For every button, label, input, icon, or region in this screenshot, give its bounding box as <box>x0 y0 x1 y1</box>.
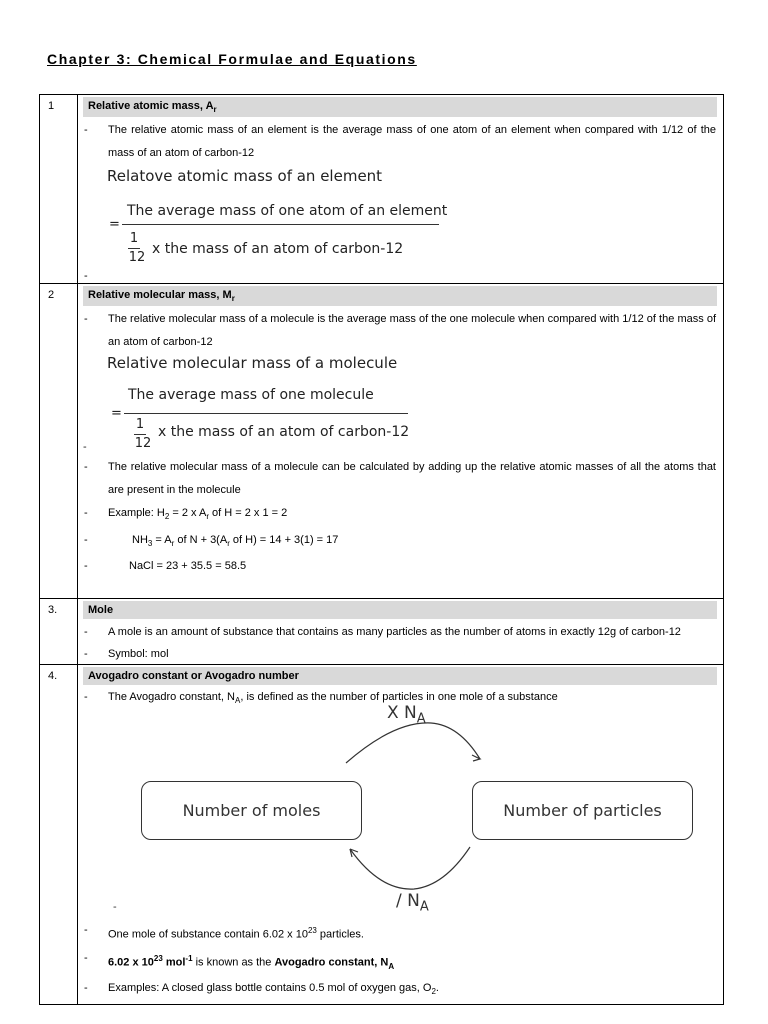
particles-box: Number of particles <box>472 781 693 840</box>
page-title: Chapter 3: Chemical Formulae and Equations <box>47 51 417 67</box>
bullet: - The relative atomic mass of an element is the average mass of one atom of an element when compared with 1/12 of the mass of an atom of carbon-12 <box>84 124 716 160</box>
small-fraction-bar <box>134 434 146 435</box>
section-heading: Relative molecular mass, $M_r$ <box>83 286 717 306</box>
spacer <box>84 578 716 598</box>
fraction-denominator: 12 <box>128 250 146 266</box>
equals-sign: = <box>111 406 122 422</box>
bullet: - 6.02 x $10^{23}$ mol$^{-1}$ is known as the Avogadro constant, $N_A$ <box>84 951 395 971</box>
section-content <box>78 95 724 284</box>
section-2-row <box>40 284 724 599</box>
formula-denominator: x the mass of an atom of carbon-12 <box>152 241 404 258</box>
bullet: - One mole of substance contain 6.02 x $10^{23}$ particles. <box>84 923 364 941</box>
section-1-row <box>40 95 724 284</box>
example-h2: - Example: $H_2 = 2$ x $A_r$ of H = 2 x 1 = 2 <box>84 507 288 522</box>
section-4-row <box>40 664 724 1004</box>
fraction-numerator: 1 <box>129 231 139 247</box>
multiply-label: X $N_A$ <box>387 702 426 727</box>
formula-numerator: The average mass of one atom of an element <box>127 203 448 220</box>
mole-conversion-diagram <box>84 702 716 919</box>
section-heading: Mole <box>83 601 717 619</box>
fraction-bar <box>124 413 408 414</box>
section-heading: Relative atomic mass, $A_r$ <box>83 97 717 117</box>
fraction-bar <box>122 224 439 225</box>
formula-label: Relative molecular mass of a molecule <box>107 354 398 373</box>
formula-label: Relatove atomic mass of an element <box>107 167 383 186</box>
small-fraction-bar <box>128 248 140 249</box>
relative-molecular-mass-formula <box>84 354 716 456</box>
section-heading: Avogadro constant or Avogadro number <box>83 667 717 685</box>
moles-box: Number of moles <box>141 781 362 840</box>
bullet: - Symbol: mol <box>84 647 169 660</box>
section-content <box>78 598 724 664</box>
section-number: 1 <box>40 95 78 284</box>
section-3-row <box>40 598 724 664</box>
formula-numerator: The average mass of one molecule <box>128 387 374 404</box>
empty-bullet: - <box>84 270 88 283</box>
fraction-denominator: 12 <box>134 436 152 452</box>
relative-atomic-mass-formula <box>84 165 716 269</box>
bullet: - The relative molecular mass of a molecule is the average mass of the one molecule when compared with 1/12 of the mass of an atom of carbon-12 <box>84 313 716 349</box>
bullet: - The relative molecular mass of a molecule can be calculated by adding up the relative atomic masses of all the atoms that are present in the molecule <box>84 461 716 497</box>
section-number: 4. <box>40 664 78 1004</box>
bullet: - A mole is an amount of substance that contains as many particles as the number of atoms in exactly 12g of carbon-12 <box>84 625 681 638</box>
section-content <box>78 664 724 1004</box>
equals-sign: = <box>109 217 120 233</box>
section-content <box>78 284 724 599</box>
empty-bullet: - <box>113 900 117 913</box>
fraction-numerator: 1 <box>135 417 145 433</box>
section-number: 2 <box>40 284 78 599</box>
formula-denominator: x the mass of an atom of carbon-12 <box>158 424 410 441</box>
bullet: - The Avogadro constant, $N_A$, is defined as the number of particles in one mole of a substance <box>84 690 558 705</box>
example-nacl: - NaCl = 23 + 35.5 = 58.5 <box>84 559 247 572</box>
divide-label: / $N_A$ <box>396 890 429 915</box>
section-number: 3. <box>40 598 78 664</box>
empty-bullet: - <box>83 441 87 454</box>
bullet: - Examples: A closed glass bottle contains 0.5 mol of oxygen gas, $O_2$. <box>84 982 439 997</box>
notes-table <box>39 94 724 1005</box>
example-nh3: - $NH_3 = A_r$ of $N + 3(A_r$ of H) = 14 + 3(1) = 17 <box>84 533 339 548</box>
